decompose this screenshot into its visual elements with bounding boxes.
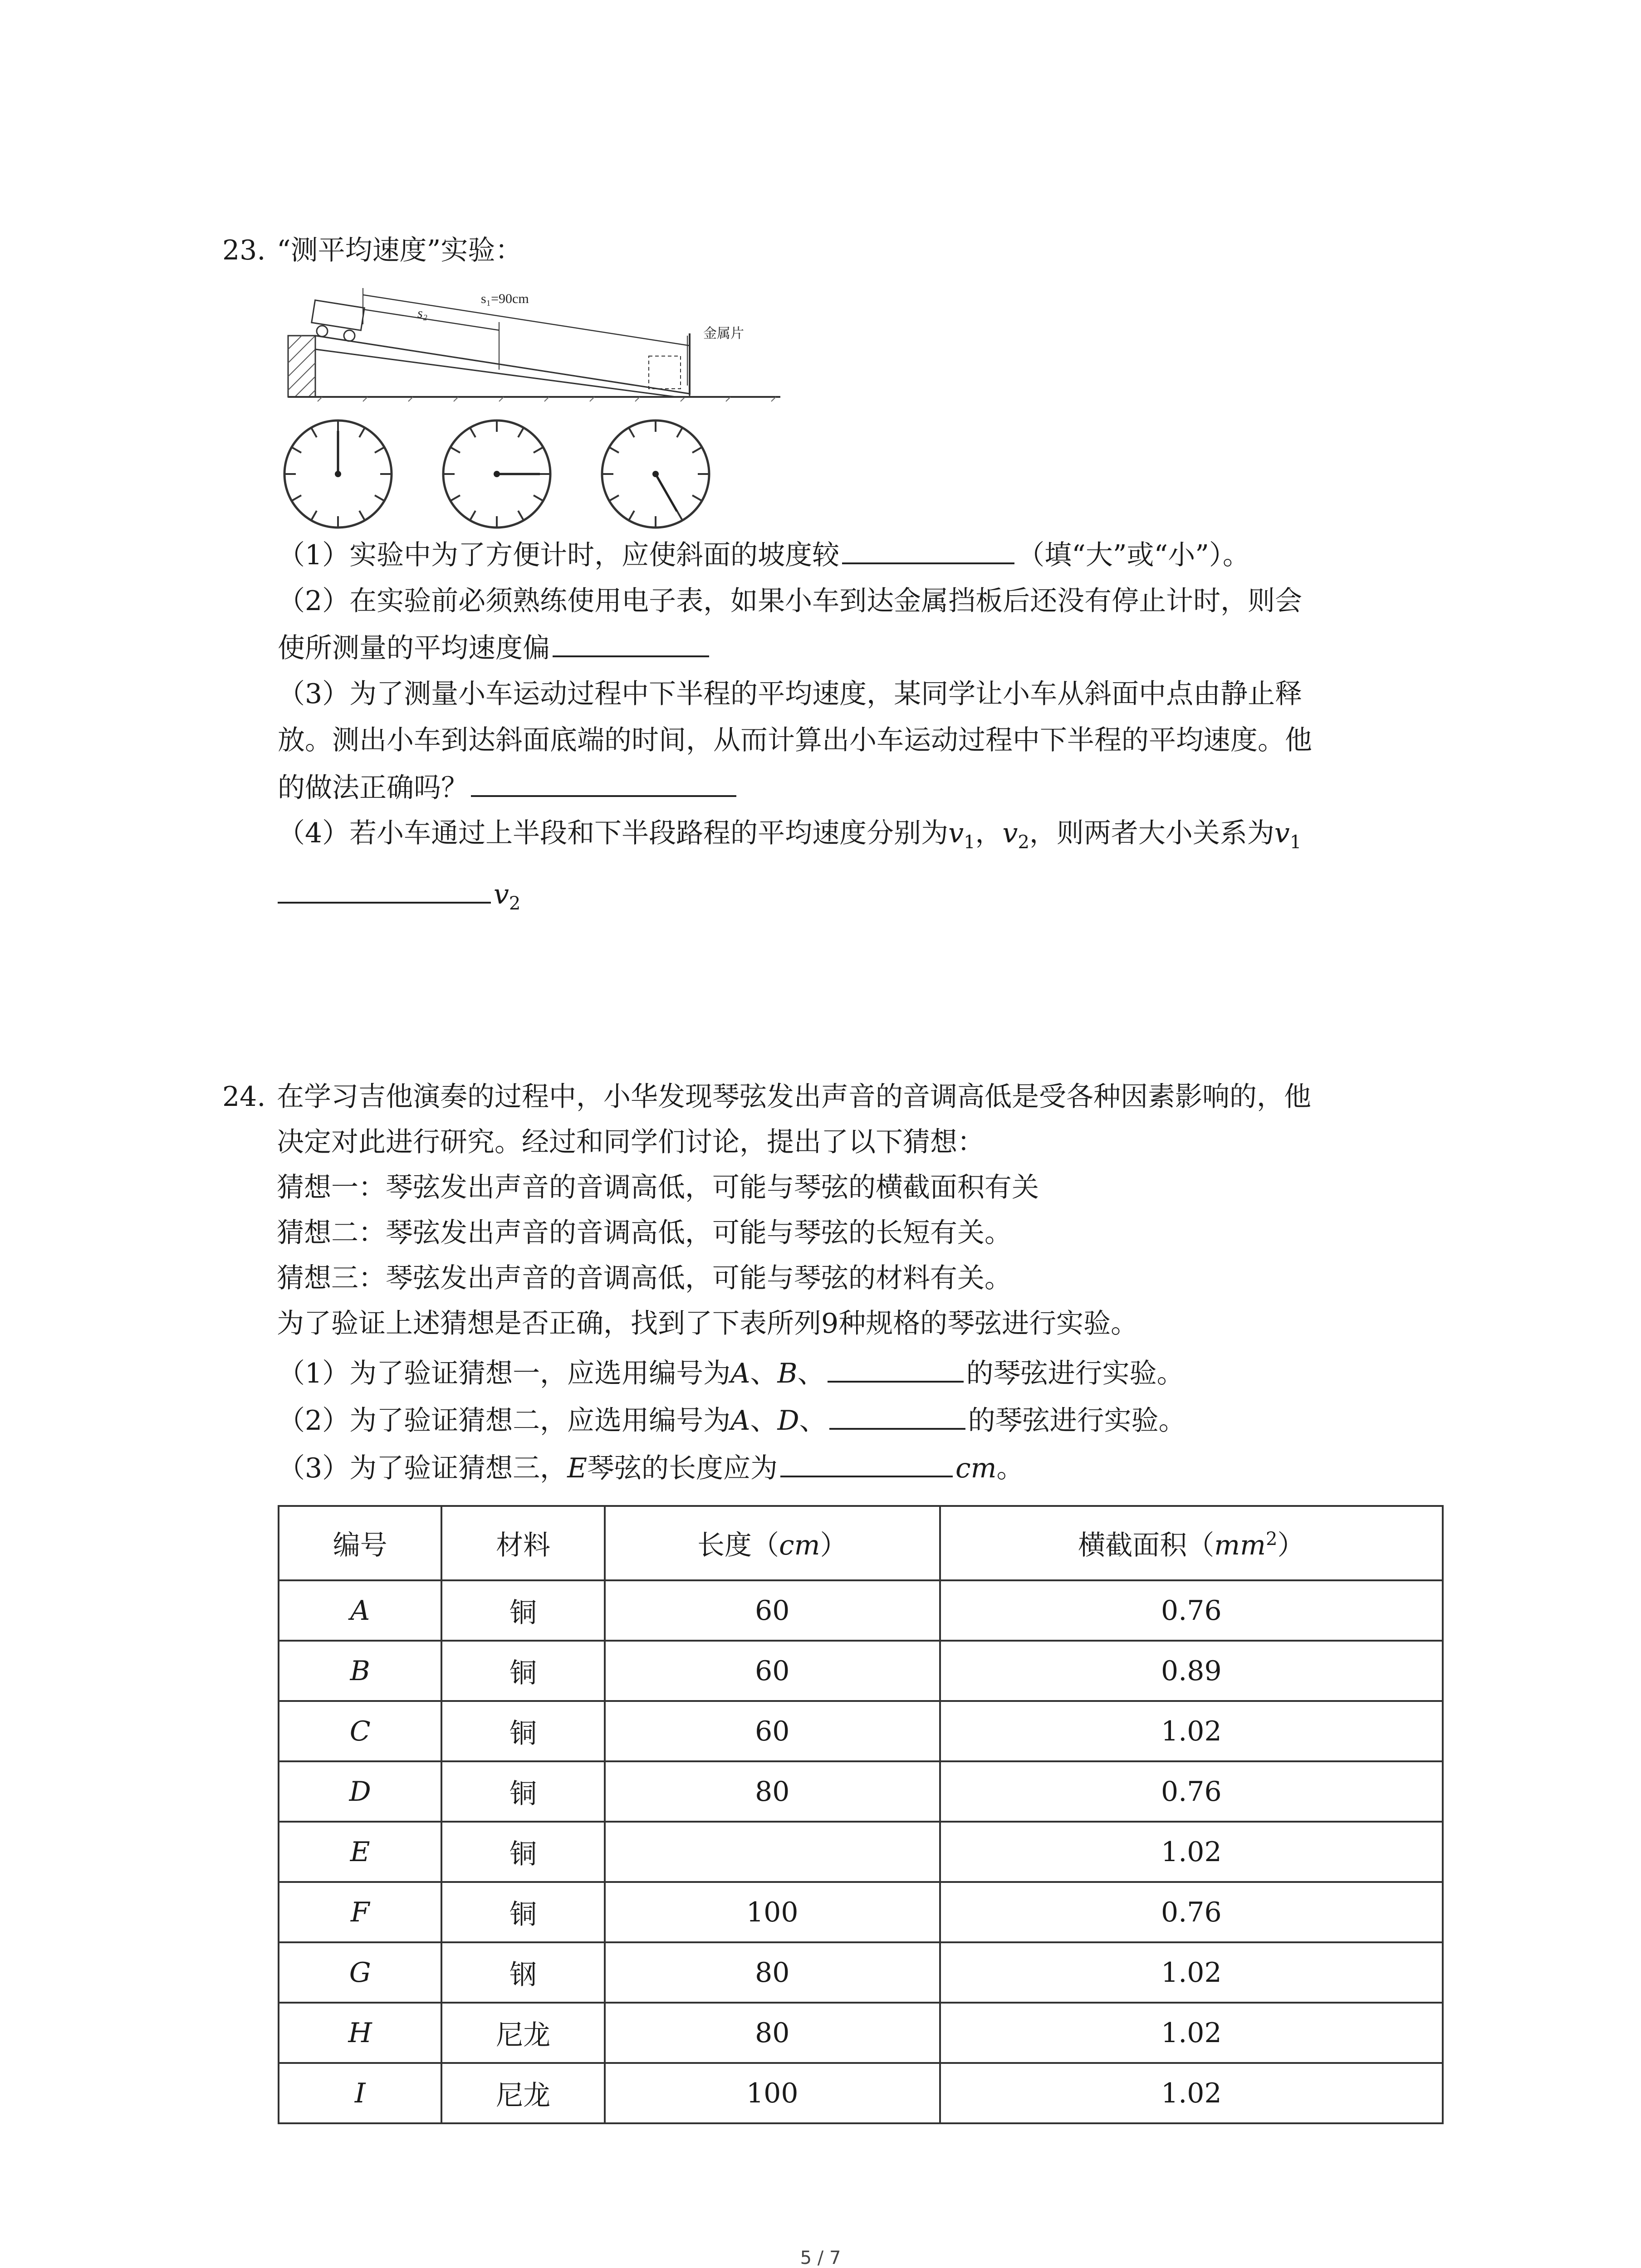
q24-intro-line1: 在学习吉他演奏的过程中，小华发现琴弦发出声音的音调高低是受各种因素影响的，他 <box>277 1081 1311 1113</box>
cell-length: 100 <box>605 1882 940 1942</box>
stopwatch-3 <box>602 420 709 528</box>
cell-material: 钢 <box>441 1942 604 2003</box>
q24-part2-sep2: 、 <box>799 1405 827 1437</box>
cell-length: 80 <box>605 1942 940 2003</box>
v1-subscript: 1 <box>964 832 975 853</box>
cell-area: 1.02 <box>940 1822 1443 1882</box>
q24-part1-sep: 、 <box>750 1358 778 1389</box>
question-23-number: 23. <box>222 235 266 266</box>
cell-area: 0.76 <box>940 1882 1443 1942</box>
cell-area: 1.02 <box>940 2063 1443 2123</box>
q24-part2-blank[interactable] <box>829 1402 965 1430</box>
q24-part2-sep: 、 <box>750 1405 778 1437</box>
cell-area: 0.76 <box>940 1580 1443 1641</box>
table-header-row <box>279 1506 1443 1580</box>
cell-material: 铜 <box>441 1641 604 1701</box>
table-row <box>279 1761 1443 1822</box>
q23-part2-line1: （2）在实验前必须熟练使用电子表，如果小车到达金属挡板后还没有停止计时，则会 <box>278 585 1303 617</box>
header-area-unit: mm <box>1214 1530 1266 1561</box>
cell-length <box>605 1822 940 1882</box>
table-row <box>279 1701 1443 1761</box>
q23-part1 <box>278 536 1250 573</box>
cell-id: C <box>279 1701 441 1761</box>
q24-hypothesis-1: 猜想一：琴弦发出声音的音调高低，可能与琴弦的横截面积有关 <box>277 1172 1039 1203</box>
q23-part2-blank[interactable] <box>553 629 709 657</box>
header-area-close: ） <box>1277 1530 1305 1561</box>
table-row <box>279 1580 1443 1641</box>
q24-part2-text2: 的琴弦进行实验。 <box>968 1405 1186 1437</box>
q23-part3-blank[interactable] <box>471 769 736 797</box>
v2-subscript: 2 <box>1018 832 1029 853</box>
q23-part1-text: （1）实验中为了方便计时，应使斜面的坡度较 <box>278 539 840 571</box>
q23-part1-hint: （填“大”或“小”）。 <box>1017 539 1250 571</box>
header-length-text: 长度（ <box>697 1530 779 1561</box>
q23-part3-text: 的做法正确吗？ <box>278 772 468 804</box>
header-length-unit: cm <box>779 1530 820 1561</box>
s2-label: s₂ <box>417 306 428 321</box>
stopwatch-1 <box>284 420 392 528</box>
v2-symbol-2: v <box>494 879 509 910</box>
q23-part3-line3 <box>278 769 739 806</box>
cell-material: 铜 <box>441 1822 604 1882</box>
q23-part4-blank[interactable] <box>278 875 491 904</box>
q24-part1-blank[interactable] <box>828 1354 964 1383</box>
cell-id: E <box>279 1822 441 1882</box>
q24-part1 <box>278 1354 1184 1392</box>
stopwatch-2 <box>443 420 550 528</box>
header-length-close: ） <box>820 1530 847 1561</box>
q24-part2-code-a: A <box>730 1405 750 1437</box>
cell-area: 0.89 <box>940 1641 1443 1701</box>
incline-experiment-figure <box>281 281 794 535</box>
cell-material: 铜 <box>441 1701 604 1761</box>
cell-id: D <box>279 1761 441 1822</box>
q23-part4-line1 <box>278 815 1301 851</box>
cell-area: 1.02 <box>940 2003 1443 2063</box>
q23-part4-text: （4）若小车通过上半段和下半段路程的平均速度分别为 <box>278 817 949 849</box>
v1-symbol: v <box>948 817 964 849</box>
q24-part2-text: （2）为了验证猜想二，应选用编号为 <box>278 1405 731 1437</box>
q24-part1-text2: 的琴弦进行实验。 <box>966 1358 1184 1389</box>
cell-length: 80 <box>605 2003 940 2063</box>
cell-area: 1.02 <box>940 1942 1443 2003</box>
table-row <box>279 1882 1443 1942</box>
cell-id: I <box>279 2063 441 2123</box>
q23-part2-text: 使所测量的平均速度偏 <box>278 632 550 664</box>
q23-part1-blank[interactable] <box>842 536 1014 564</box>
q24-part2-code-d: D <box>777 1405 799 1437</box>
cell-id: G <box>279 1942 441 2003</box>
v1-symbol-2: v <box>1274 817 1290 849</box>
q24-part3-blank[interactable] <box>780 1449 953 1477</box>
q24-part3-end: 。 <box>996 1452 1024 1484</box>
q24-part3-text: （3）为了验证猜想三， <box>278 1452 568 1484</box>
cell-material: 尼龙 <box>441 2003 604 2063</box>
q24-part1-code-b: B <box>777 1358 798 1389</box>
v1-subscript-2: 1 <box>1289 832 1302 853</box>
cell-area: 1.02 <box>940 1701 1443 1761</box>
table-row <box>279 1942 1443 2003</box>
table-row <box>279 1822 1443 1882</box>
page-number: 5 / 7 <box>800 2248 841 2268</box>
header-area-text: 横截面积（ <box>1078 1530 1215 1561</box>
cart <box>312 300 364 341</box>
table-row <box>279 1641 1443 1701</box>
v2-symbol: v <box>1002 817 1018 849</box>
q24-intro-line2: 决定对此进行研究。经过和同学们讨论，提出了以下猜想： <box>277 1126 985 1158</box>
table-row <box>279 2003 1443 2063</box>
q23-part3-line1: （3）为了测量小车运动过程中下半程的平均速度，某同学让小车从斜面中点由静止释 <box>278 678 1303 710</box>
cell-length: 80 <box>605 1761 940 1822</box>
cell-id: A <box>279 1580 441 1641</box>
q24-hypothesis-2: 猜想二：琴弦发出声音的音调高低，可能与琴弦的长短有关。 <box>277 1217 1012 1249</box>
question-23-title: “测平均速度”实验： <box>277 235 523 266</box>
header-area-sup: 2 <box>1266 1529 1278 1549</box>
q24-hypothesis-3: 猜想三：琴弦发出声音的音调高低，可能与琴弦的材料有关。 <box>277 1262 1012 1294</box>
string-spec-table <box>278 1505 1444 2124</box>
q23-part4-line2 <box>278 875 520 913</box>
header-area <box>940 1506 1443 1580</box>
cell-material: 铜 <box>441 1580 604 1641</box>
q24-part1-sep2: 、 <box>797 1358 825 1389</box>
question-24-number: 24. <box>222 1081 266 1113</box>
cell-id: H <box>279 2003 441 2063</box>
q24-part3-text2: 琴弦的长度应为 <box>587 1452 778 1484</box>
cell-length: 60 <box>605 1580 940 1641</box>
q24-part1-text: （1）为了验证猜想一，应选用编号为 <box>278 1358 731 1389</box>
incline-diagram <box>281 281 794 535</box>
s1-label: s₁=90cm <box>481 291 529 306</box>
q24-intro-line6: 为了验证上述猜想是否正确，找到了下表所列9种规格的琴弦进行实验。 <box>277 1308 1138 1339</box>
q24-part2 <box>278 1402 1186 1439</box>
q24-part3-code-e: E <box>567 1452 587 1484</box>
q23-part2-line2 <box>278 629 712 666</box>
cell-material: 铜 <box>441 1882 604 1942</box>
cell-length: 60 <box>605 1701 940 1761</box>
q24-part3 <box>278 1449 1024 1486</box>
q23-part4-comma: ， <box>975 817 1003 849</box>
dashed-cart-outline <box>649 356 681 389</box>
q23-part3-line2: 放。测出小车到达斜面底端的时间，从而计算出小车运动过程中下半程的平均速度。他 <box>278 724 1312 756</box>
cell-id: B <box>279 1641 441 1701</box>
header-material: 材料 <box>441 1506 604 1580</box>
header-id: 编号 <box>279 1506 441 1580</box>
header-length <box>605 1506 940 1580</box>
cell-id: F <box>279 1882 441 1942</box>
cell-length: 60 <box>605 1641 940 1701</box>
metal-plate-label: 金属片 <box>703 326 744 342</box>
cell-area: 0.76 <box>940 1761 1443 1822</box>
cell-material: 铜 <box>441 1761 604 1822</box>
cell-material: 尼龙 <box>441 2063 604 2123</box>
q24-part3-unit: cm <box>955 1452 997 1484</box>
q23-part4-text2: ，则两者大小关系为 <box>1029 817 1274 849</box>
cell-length: 100 <box>605 2063 940 2123</box>
v2-subscript-2: 2 <box>509 893 521 914</box>
table-row <box>279 2063 1443 2123</box>
q24-part1-code-a: A <box>730 1358 750 1389</box>
